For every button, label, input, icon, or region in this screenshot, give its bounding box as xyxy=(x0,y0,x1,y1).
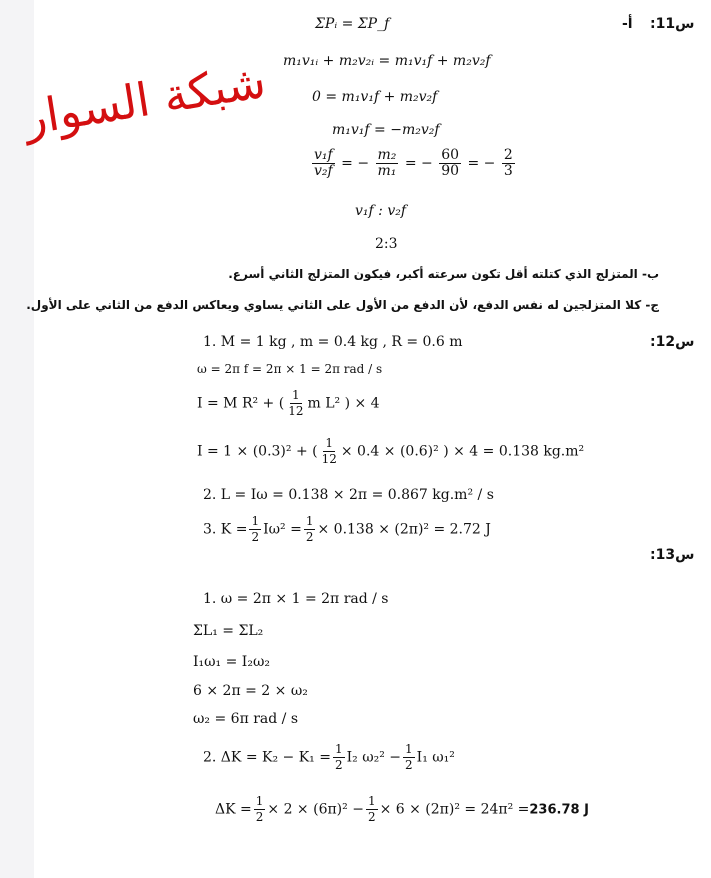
q12-line4-a: I = 1 × (0.3)² + ( xyxy=(197,443,318,460)
q13-line6 xyxy=(203,742,455,773)
q13-line3: I₁ω₁ = I₂ω₂ xyxy=(193,654,270,670)
q12-line4-b: × 0.4 × (0.6)² ) × 4 = 0.138 kg.m² xyxy=(340,443,585,460)
q11-eq3: 0 = m₁v₁f + m₂v₂f xyxy=(312,89,438,105)
q13-line7 xyxy=(215,794,589,825)
ratio-res-den: 3 xyxy=(503,163,513,179)
q12-line1: 1. M = 1 kg , m = 0.4 kg , R = 0.6 m xyxy=(203,334,463,350)
q12-label: س12: xyxy=(650,334,695,350)
q11-ratio-value: 2:3 xyxy=(375,236,398,252)
frac-num: 1 xyxy=(251,514,260,528)
q11-label: س11: xyxy=(650,16,695,32)
q13-line5: ω₂ = 6π rad / s xyxy=(193,711,299,727)
q13-line1: 1. ω = 2π × 1 = 2π rad / s xyxy=(203,591,389,607)
frac-den: 2 xyxy=(255,810,264,824)
frac-den: 2 xyxy=(405,758,413,772)
frac-num: 1 xyxy=(255,794,264,808)
q12-line3-a: I = M R² + ( xyxy=(197,395,285,412)
q13-result: 236.78 J xyxy=(529,802,589,818)
frac-den: 2 xyxy=(334,758,343,772)
ratio-mid-den: m₁ xyxy=(377,163,397,179)
frac-num: 1 xyxy=(405,742,413,756)
q13-line7-b: × 2 × (6π)² − xyxy=(267,801,364,818)
q11-ratio-equation: $\frac{\text{v₁f}}{\text{v₂f}}$ = − $\frac{\text{m₂}}{\text{m₁}}$ = − $\frac{60}{90}$ = − $\frac{2}{3}$ xyxy=(314,147,513,179)
frac-den: 12 xyxy=(288,404,304,418)
q12-line4 xyxy=(197,436,584,467)
q13-line7-c: × 6 × (2π)² = 24π² = xyxy=(379,801,530,818)
frac-num: 1 xyxy=(325,436,334,450)
q12-line6-a: 3. K = xyxy=(203,521,248,538)
frac-num: 1 xyxy=(305,514,314,528)
q11-ratio-label: v₁f : v₂f xyxy=(355,203,407,219)
q12-line6 xyxy=(203,514,491,545)
frac-den: 2 xyxy=(367,810,376,824)
q11-part-c: ج- كلا المتزلجين له نفس الدفع، لأن الدفع من الأول على الثاني يساوي ويعاكس الدفع من الثاني على الأول. xyxy=(26,298,659,312)
q13-line6-b: I₂ ω₂² − xyxy=(346,749,402,766)
ratio-res-num: 2 xyxy=(503,147,513,163)
frac-den: 12 xyxy=(321,452,337,466)
q11-eq1: ΣPᵢ = ΣP_f xyxy=(315,16,390,32)
q12-line6-c: × 0.138 × (2π)² = 2.72 J xyxy=(317,521,491,538)
frac-den: 2 xyxy=(305,530,314,544)
q11-eq2: m₁v₁ᵢ + m₂v₂ᵢ = m₁v₁f + m₂v₂f xyxy=(283,53,491,69)
q12-line2: ω = 2π f = 2π × 1 = 2π rad / s xyxy=(197,362,383,376)
q13-label: س13: xyxy=(650,547,695,563)
frac-num: 1 xyxy=(292,388,300,402)
q13-line2: ΣL₁ = ΣL₂ xyxy=(193,623,264,639)
ratio-lhs-den: v₂f xyxy=(314,163,333,179)
frac-num: 1 xyxy=(334,742,343,756)
q12-line3-b: m L² ) × 4 xyxy=(307,395,380,412)
q11-part-a: أ- xyxy=(622,16,633,32)
ratio-lhs-num: v₁f xyxy=(314,147,333,163)
q12-line3 xyxy=(197,388,380,419)
q11-part-b: ب- المتزلج الذي كتلته أقل تكون سرعته أكبر، فيكون المتزلج الثاني أسرع. xyxy=(228,267,659,281)
q12-line5: 2. L = Iω = 0.138 × 2π = 0.867 kg.m² / s xyxy=(203,487,494,503)
q13-line6-a: 2. ΔK = K₂ − K₁ = xyxy=(203,749,331,766)
ratio-val-den: 90 xyxy=(441,163,460,179)
frac-num: 1 xyxy=(367,794,376,808)
ratio-mid-num: m₂ xyxy=(377,147,397,163)
q13-line7-a: ΔK = xyxy=(215,801,252,818)
frac-den: 2 xyxy=(251,530,260,544)
q11-eq4: m₁v₁f = −m₂v₂f xyxy=(332,122,440,138)
q13-line6-c: I₁ ω₁² xyxy=(416,749,455,766)
q13-line4: 6 × 2π = 2 × ω₂ xyxy=(193,683,308,699)
ratio-val-num: 60 xyxy=(441,147,460,163)
watermark-logo: شبكة السوار xyxy=(20,53,270,146)
q12-line6-b: Iω² = xyxy=(263,521,302,538)
